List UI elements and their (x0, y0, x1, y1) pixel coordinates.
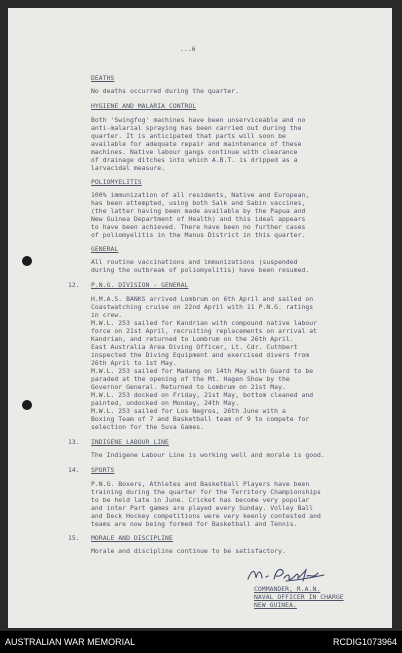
heading-general: GENERAL (91, 245, 119, 253)
para-line: training during the quarter for the Territory Championships (91, 488, 321, 496)
para-line: and Deck Hockey competitions were very keenly contested and (91, 512, 321, 520)
para-line: The Indigene Labour Line is working well and morale is good. (91, 451, 325, 459)
para-line: M.W.L. 253 sailed for Kandrian with compound native labour (91, 319, 318, 327)
document-page (8, 8, 392, 628)
archive-footer (0, 631, 402, 653)
page-number: ...6 (180, 45, 196, 53)
heading-hygiene: HYGIENE AND MALARIA CONTROL (91, 102, 197, 110)
footer-archive-name: AUSTRALIAN WAR MEMORIAL (5, 637, 136, 647)
para-line: of poliomyelitis in the Manus District in this quarter. (91, 231, 306, 239)
para-line: to be held late in June. Cricket has become very popular (91, 496, 310, 504)
section-number: 15. (68, 534, 80, 542)
para-line: (the latter having been made available by the Papua and (91, 207, 306, 215)
para-line: force on 21st April, recruiting replacements on arrival at (91, 327, 318, 335)
para-line: All routine vaccinations and immunizations (suspended (91, 258, 298, 266)
para-line: quarter. It is anticipated that parts will soon be (91, 132, 286, 140)
para-line: of drainage ditches into which A.B.T. is dripped as a (91, 156, 298, 164)
para-line: East Australia Area Diving Officer, Lt. Cdr. Cuthbert (91, 343, 298, 351)
para-line: available for adequate repair and maintenance of these (91, 140, 302, 148)
punch-hole-bottom (22, 400, 32, 410)
para-line: Boxing Team of 7 and Basketball team of 9 to compete for (91, 415, 310, 423)
para-line: larvacidal measure. (91, 164, 166, 172)
signature-title: NEW GUINEA. (254, 601, 297, 609)
para-line: 26th April to 1st May. (91, 359, 177, 367)
para-line: and inter Part games are played every Sunday. Volley Ball (91, 504, 314, 512)
para-line: anti-malarial spraying has been carried out during the (91, 124, 302, 132)
section-number: 14. (68, 466, 80, 474)
heading-deaths: DEATHS (91, 74, 115, 82)
signature-title: NAVAL OFFICER IN CHARGE (254, 593, 344, 601)
para-line: No deaths occurred during the quarter. (91, 87, 240, 95)
para-line: H.M.A.S. BANKS arrived Lombrum on 6th April and sailed on (91, 295, 314, 303)
para-line: Both 'Swingfog' machines have been unserviceable and no (91, 116, 306, 124)
heading-polio: POLIOMYELITIS (91, 178, 142, 186)
para-line: has been attempted, using both Salk and Sabin vaccines, (91, 199, 306, 207)
section-number: 13. (68, 438, 80, 446)
para-line: teams are now being formed for Basketball and Tennis. (91, 520, 298, 528)
para-line: inspected the Diving Equipment and exercised divers from (91, 351, 310, 359)
para-line: paraded at the opening of the Mt. Hagen Show by the (91, 375, 290, 383)
para-line: M.W.L. 253 sailed for Los Negros, 26th June with a (91, 407, 286, 415)
punch-hole-top (22, 256, 32, 266)
para-line: M.W.L. 253 sailed for Madang on 14th May with Guard to be (91, 367, 314, 375)
para-line: P.N.G. Boxers, Athletes and Basketball Players have been (91, 480, 310, 488)
para-line: painted, undocked on Monday, 24th May. (91, 399, 240, 407)
para-line: during the outbreak of poliomyelitis) have been resumed. (91, 266, 310, 274)
section-number: 12. (68, 281, 80, 289)
footer-record-id: RCDIG1073964 (332, 637, 397, 647)
para-line: Morale and discipline continue to be satisfactory. (91, 547, 286, 555)
para-line: New Guinea Department of Health) and this ideal appears (91, 215, 306, 223)
heading-png-division: P.N.G. DIVISION - GENERAL (91, 281, 189, 289)
para-line: 100% immunization of all residents, Native and European, (91, 191, 310, 199)
para-line: Kandrian, and returned to Lombrum on the 26th April. (91, 335, 294, 343)
para-line: machines. Native labour gangs continue with clearance (91, 148, 298, 156)
para-line: to have been achieved. There have been no further cases (91, 223, 306, 231)
heading-sports: SPORTS (91, 466, 115, 474)
heading-morale: MORALE AND DISCIPLINE (91, 534, 173, 542)
heading-indigene-labour: INDIGENE LABOUR LINE (91, 438, 169, 446)
para-line: in crew. (91, 311, 123, 319)
para-line: M.W.L. 253 docked on Friday, 21st May, bottom cleaned and (91, 391, 314, 399)
handwritten-signature (246, 563, 336, 585)
signature-title: COMMANDER, R.A.N. (254, 585, 321, 593)
para-line: selection for the Suva Games. (91, 423, 205, 431)
para-line: Coastwatching cruise on 22nd April with 11 P.N.G. ratings (91, 303, 314, 311)
para-line: Governor General. Returned to Lombrum on 21st May. (91, 383, 286, 391)
